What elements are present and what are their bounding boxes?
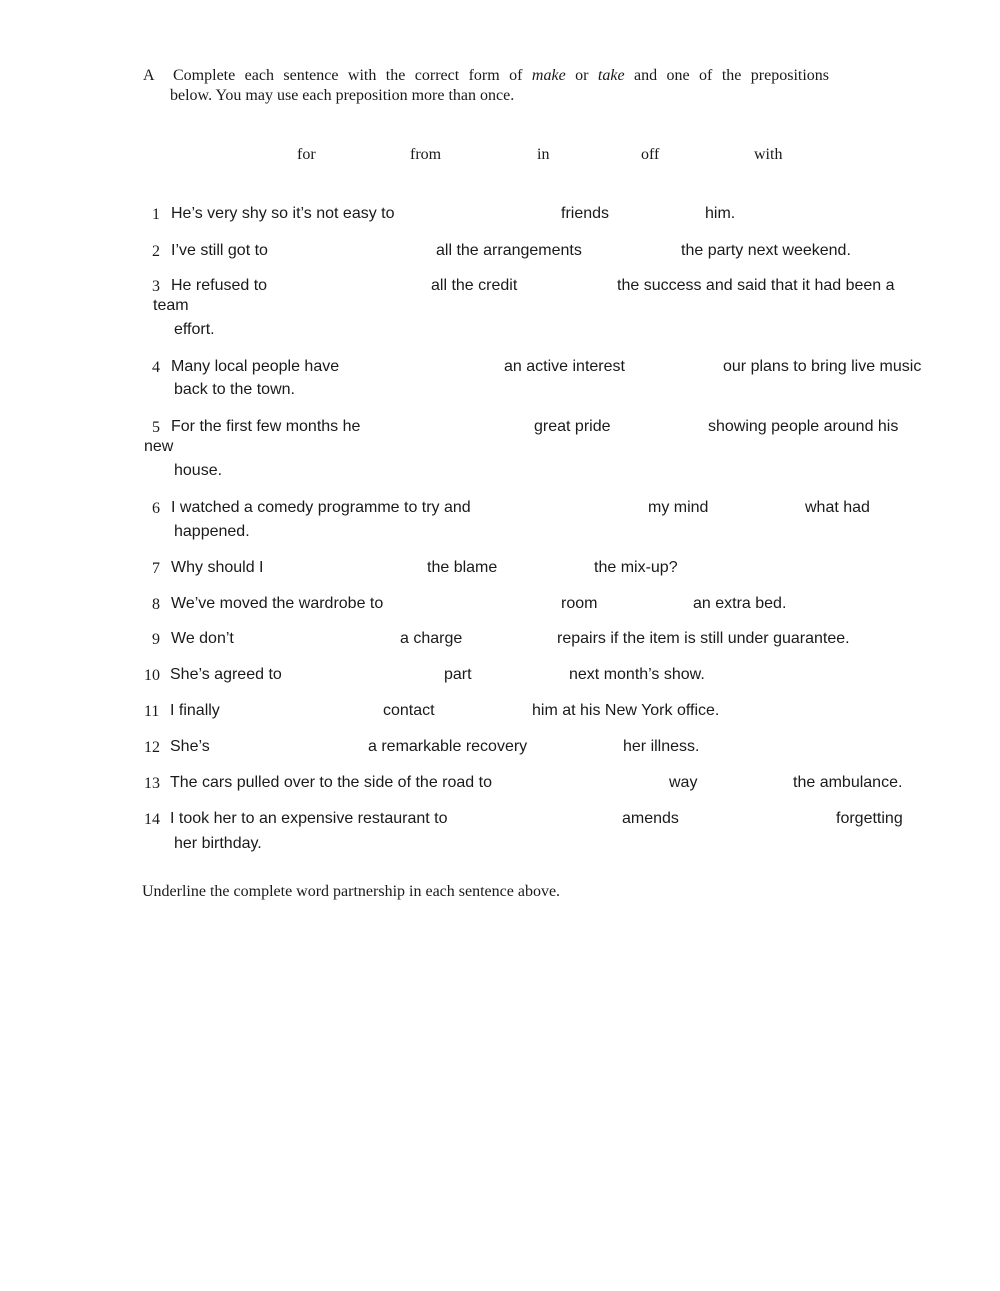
item-number: 10	[144, 667, 160, 684]
item-10-text-a: She’s agreed to	[170, 666, 282, 683]
item-12-text-a: She’s	[170, 738, 210, 755]
item-number: 9	[152, 631, 160, 648]
preposition-in: in	[537, 146, 550, 163]
item-4-text-a: Many local people have	[171, 358, 340, 375]
preposition-from: from	[410, 146, 442, 163]
item-5-wrap-1: new	[144, 438, 174, 455]
item-8-text-c: an extra bed.	[693, 595, 787, 612]
item-8-text-b: room	[561, 595, 598, 612]
instruction-line-2: below. You may use each preposition more than once.	[170, 87, 515, 104]
item-3-wrap-2: effort.	[174, 321, 215, 338]
item-number: 4	[152, 359, 160, 376]
instruction-text-b: and one of the prepositions	[633, 67, 830, 84]
item-number: 2	[152, 243, 160, 260]
item-number: 11	[144, 703, 160, 720]
item-5-wrap-2: house.	[174, 462, 223, 479]
item-11-text-a: I finally	[170, 702, 220, 719]
item-14-text-c: forgetting	[836, 810, 903, 827]
keyword-make: make	[531, 67, 566, 84]
item-number: 1	[152, 206, 160, 223]
item-7-text-b: the blame	[427, 559, 498, 576]
item-number: 14	[144, 811, 160, 828]
item-4-text-c: our plans to bring live music	[723, 358, 922, 375]
section-letter: A	[143, 67, 155, 84]
instruction-line-1	[173, 67, 829, 85]
item-3-text-c: the success and said that it had been a	[617, 277, 895, 294]
instruction-text-a: Complete each sentence with the correct form of	[173, 67, 523, 84]
item-number: 8	[152, 596, 160, 613]
preposition-off: off	[641, 146, 660, 163]
item-3-text-b: all the credit	[431, 277, 518, 294]
item-14-text-a: I took her to an expensive restaurant to	[170, 810, 448, 827]
item-2-text-a: I’ve still got to	[171, 242, 268, 259]
item-4-text-b: an active interest	[504, 358, 625, 375]
item-3-wrap-1: team	[153, 297, 189, 314]
item-4-wrap-2: back to the town.	[174, 381, 295, 398]
instruction-or: or	[575, 67, 589, 84]
item-7-text-c: the mix-up?	[594, 559, 678, 576]
item-number: 7	[152, 560, 160, 577]
item-1-text-a: He’s very shy so it’s not easy to	[171, 205, 395, 222]
item-7-text-a: Why should I	[171, 559, 264, 576]
item-1-text-b: friends	[561, 205, 610, 222]
item-9-text-a: We don’t	[171, 630, 234, 647]
item-number: 5	[152, 419, 160, 436]
item-11-text-b: contact	[383, 702, 435, 719]
item-10-text-c: next month’s show.	[569, 666, 705, 683]
preposition-for: for	[297, 146, 316, 163]
item-6-text-b: my mind	[648, 499, 709, 516]
item-6-text-c: what had	[805, 499, 870, 516]
item-3-text-a: He refused to	[171, 277, 268, 294]
item-number: 6	[152, 500, 160, 517]
item-number: 13	[144, 775, 160, 792]
keyword-take: take	[597, 67, 625, 84]
item-9-text-b: a charge	[400, 630, 463, 647]
item-1-text-c: him.	[705, 205, 736, 222]
item-12-text-c: her illness.	[623, 738, 700, 755]
preposition-with: with	[754, 146, 783, 163]
item-5-text-b: great pride	[534, 418, 611, 435]
footer-instruction: Underline the complete word partnership in each sentence above.	[142, 883, 561, 900]
item-10-text-b: part	[444, 666, 472, 683]
item-13-text-c: the ambulance.	[793, 774, 903, 791]
item-14-text-b: amends	[622, 810, 679, 827]
item-13-text-b: way	[669, 774, 698, 791]
item-6-wrap-2: happened.	[174, 523, 250, 540]
item-2-text-c: the party next weekend.	[681, 242, 851, 259]
item-13-text-a: The cars pulled over to the side of the road to	[170, 774, 492, 791]
item-8-text-a: We’ve moved the wardrobe to	[171, 595, 384, 612]
item-2-text-b: all the arrangements	[436, 242, 582, 259]
item-number: 12	[144, 739, 160, 756]
item-11-text-c: him at his New York office.	[532, 702, 720, 719]
item-6-text-a: I watched a comedy programme to try and	[171, 499, 471, 516]
item-5-text-c: showing people around his	[708, 418, 899, 435]
item-5-text-a: For the first few months he	[171, 418, 361, 435]
item-14-wrap-2: her birthday.	[174, 835, 262, 852]
item-12-text-b: a remarkable recovery	[368, 738, 528, 755]
item-9-text-c: repairs if the item is still under guarantee.	[557, 630, 850, 647]
item-number: 3	[152, 278, 160, 295]
